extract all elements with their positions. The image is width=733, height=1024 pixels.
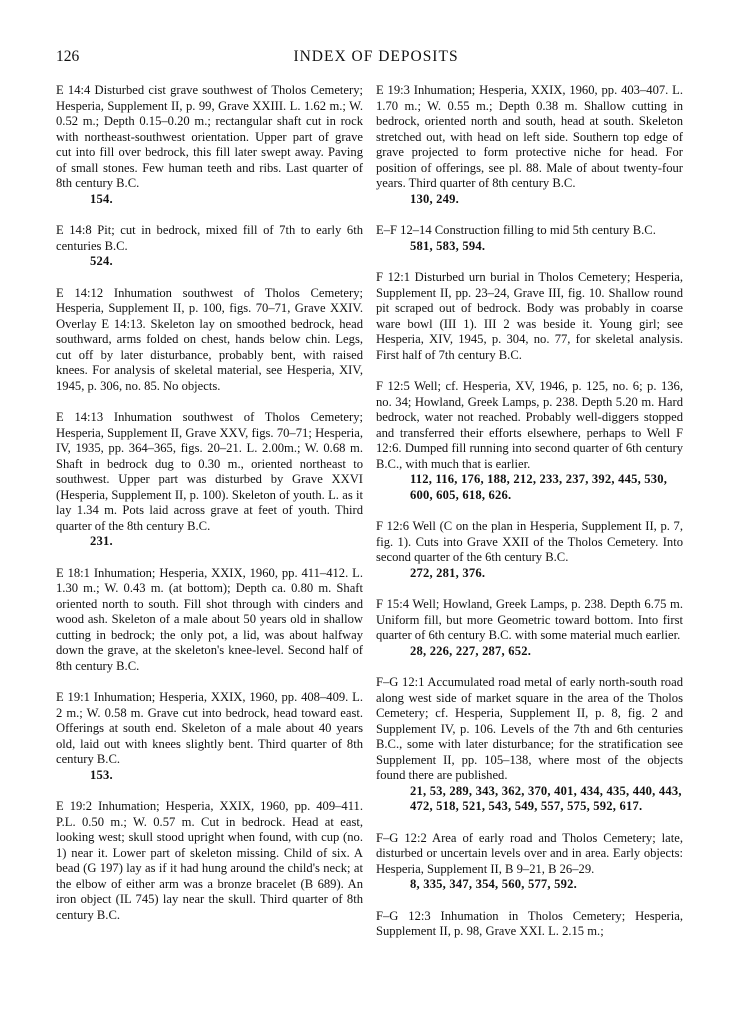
deposit-entry-f-12-6 bbox=[376, 519, 683, 581]
entry-text: F–G 12:3 Inhumation in Tholos Cemetery; Hesperia, Supplement II, p. 98, Grave XXI. L. 2.15 m.; bbox=[376, 908, 683, 938]
deposit-entry-f-g-12-2 bbox=[376, 831, 683, 893]
entry-text: F 12:1 Disturbed urn burial in Tholos Cemetery; Hesperia, Supplement II, pp. 23–24, Grave III, fig. 10. Shallow round pit scraped out of bedrock. Body was probably in coarse ware bowl (III 1). III 2 was beside it. Young girl; see Hesperia, XIV, 1945, p. 304, no. 77, for skeletal analysis. First half of 7th century B.C. bbox=[376, 270, 683, 362]
entry-text: E 14:12 Inhumation southwest of Tholos Cemetery; Hesperia, Supplement II, p. 100, figs. 70–71, Grave XXIV. Overlay E 14:13. Skeleton lay on smoothed bedrock, head southward, arms folded on chest, hands below chin. Legs, cut off by later disturbance, probably bent, with raised knees. For analysis of skeletal material, see Hesperia, XIV, 1945, p. 306, no. 85. No objects. bbox=[56, 285, 363, 393]
entry-refs: 8, 335, 347, 354, 560, 577, 592. bbox=[410, 877, 577, 891]
entry-text: F 12:6 Well (C on the plan in Hesperia, Supplement II, p. 7, fig. 1). Cuts into Grave XXII of the Tholos Cemetery. Into second quarter of the 6th century B.C. bbox=[376, 519, 683, 564]
entry-refs: 112, 116, 176, 188, 212, 233, 237, 392, 445, 530, 600, 605, 618, 626. bbox=[410, 472, 668, 502]
entry-text: E 19:1 Inhumation; Hesperia, XXIX, 1960, pp. 408–409. L. 2 m.; W. 0.58 m. Grave cut into bedrock, head toward east. Offerings at south end. Skeleton of a male about 40 years old, laid out with knees slightly bent. Third quarter of 8th century B.C. bbox=[56, 690, 363, 766]
deposit-entry-e-19-1 bbox=[56, 690, 363, 783]
running-title: INDEX OF DEPOSITS bbox=[293, 48, 459, 65]
entry-text: E–F 12–14 Construction filling to mid 5th century B.C. bbox=[376, 223, 656, 237]
page-number: 126 bbox=[56, 48, 80, 65]
deposit-entry-e-18-1 bbox=[56, 566, 363, 675]
right-column bbox=[376, 83, 683, 956]
deposit-entry-e-14-12 bbox=[56, 286, 363, 395]
deposit-entry-e-f-12-14 bbox=[376, 223, 683, 254]
entry-refs: 21, 53, 289, 343, 362, 370, 401, 434, 435, 440, 443, 472, 518, 521, 543, 549, 557, 575, 592, 617. bbox=[410, 783, 682, 813]
entry-text: F–G 12:1 Accumulated road metal of early north-south road along west side of market square in the area of the Tholos Cemetery; cf. Hesperia, Supplement II, p. 8, fig. 2 and Supplement IV, p. 106. Levels of the 7th and 6th centuries B.C., some with later disturbance; for the stratification see Supplement II, pp. 105–138, where most of the objects found there are published. bbox=[376, 675, 683, 782]
deposit-entry-f-g-12-3 bbox=[376, 909, 683, 940]
entry-refs: 153. bbox=[90, 767, 113, 782]
deposit-entry-f-15-4 bbox=[376, 597, 683, 659]
deposit-entry-e-19-2 bbox=[56, 799, 363, 923]
deposit-entry-f-12-1 bbox=[376, 270, 683, 363]
entry-text: F 15:4 Well; Howland, Greek Lamps, p. 238. Depth 6.75 m. Uniform fill, but more Geometric toward bottom. Into first quarter of 6th century B.C. with some material much earlier. bbox=[376, 597, 683, 642]
entry-text: E 19:2 Inhumation; Hesperia, XXIX, 1960, pp. 409–411. P.L. 0.50 m.; W. 0.57 m. Cut in bedrock. Head at east, looking west; skull stood upright when found, with cup (no. 1) near it. Lower part of skeleton missing. Child of six. A bead (G 197) lay as if it had hung around the child's neck; at the elbow of either arm was a bronze bracelet (B 689). An iron object (IL 745) lay near the skull. Third quarter of 8th century B.C. bbox=[56, 799, 363, 922]
deposit-entry-f-g-12-1 bbox=[376, 675, 683, 815]
entry-text: E 14:4 Disturbed cist grave southwest of Tholos Cemetery; Hesperia, Supplement II, p. 99, Grave XXIII. L. 1.62 m.; W. 0.52 m.; Depth 0.15–0.20 m.; rectangular shaft cut in rock with northeast-southwest orientation. Upper part of grave cut into fill over bedrock, this fill later swept away. Paving of small stones. Few human teeth and ribs. Last quarter of 8th century B.C. bbox=[56, 83, 363, 190]
entry-refs: 154. bbox=[90, 191, 113, 206]
entry-text: E 18:1 Inhumation; Hesperia, XXIX, 1960, pp. 411–412. L. 1.30 m.; W. 0.43 m. (at bottom); Depth ca. 0.80 m. Shaft oriented north to south. Fill shot through with cinders and wood ash. Skeleton of a male about 50 years old in shallow cutting in bedrock; the only pot, a lid, was about halfway down the grave, at the skeleton's knee-level. Second half of 8th century B.C. bbox=[56, 565, 363, 673]
entry-refs: 272, 281, 376. bbox=[410, 565, 486, 580]
left-column bbox=[56, 83, 363, 939]
entry-text: F 12:5 Well; cf. Hesperia, XV, 1946, p. 125, no. 6; p. 136, no. 34; Howland, Greek Lamps, p. 238. Depth 5.20 m. Hard bedrock, water not reached. Probably well-diggers stopped and transferred their efforts elsewhere, perhaps to Well F 12:6. Dumped fill running into second quarter of 6th century B.C., with much that is earlier. bbox=[376, 379, 683, 471]
entry-refs: 130, 249. bbox=[410, 191, 460, 206]
entry-refs: 231. bbox=[90, 534, 113, 548]
entry-text: E 19:3 Inhumation; Hesperia, XXIX, 1960, pp. 403–407. L. 1.70 m.; W. 0.55 m.; Depth 0.38 m. Shallow cutting in bedrock, oriented north and south, head at south. Skeleton stretched out, with head on left side. Southern top edge of grave projected to form protective niche for head. For position of offerings, see pl. 88. Male of about twenty-four years. Third quarter of 8th century B.C. bbox=[376, 83, 683, 190]
page-header bbox=[56, 48, 696, 70]
entry-refs: 581, 583, 594. bbox=[410, 238, 486, 253]
deposit-entry-e-14-8 bbox=[56, 223, 363, 270]
deposit-entry-f-12-5 bbox=[376, 379, 683, 503]
deposit-entry-e-19-3 bbox=[376, 83, 683, 207]
entry-text: E 14:8 Pit; cut in bedrock, mixed fill of 7th to early 6th centuries B.C. bbox=[56, 223, 363, 253]
deposit-entry-e-14-4 bbox=[56, 83, 363, 207]
entry-text: E 14:13 Inhumation southwest of Tholos Cemetery; Hesperia, Supplement II, Grave XXV, figs. 70–71; Hesperia, IV, 1935, pp. 364–365, figs. 20–21. L. 2.00m.; W. 0.68 m. Shaft in bedrock dug to 0.30 m., oriented northeast to southwest. Upper part was disturbed by Grave XXVI (Hesperia, Supplement II, p. 100). Skeleton of youth. L. as it lay 1.34 m. Pots laid across grave at feet of youth. Third quarter of the 8th century B.C. bbox=[56, 410, 363, 533]
deposit-entry-e-14-13 bbox=[56, 410, 363, 550]
entry-text: F–G 12:2 Area of early road and Tholos Cemetery; late, disturbed or uncertain levels over and in area. Early objects: Hesperia, Supplement II, B 9–21, B 26–29. bbox=[376, 830, 683, 876]
entry-refs: 28, 226, 227, 287, 652. bbox=[410, 643, 532, 658]
entry-refs: 524. bbox=[90, 254, 113, 268]
